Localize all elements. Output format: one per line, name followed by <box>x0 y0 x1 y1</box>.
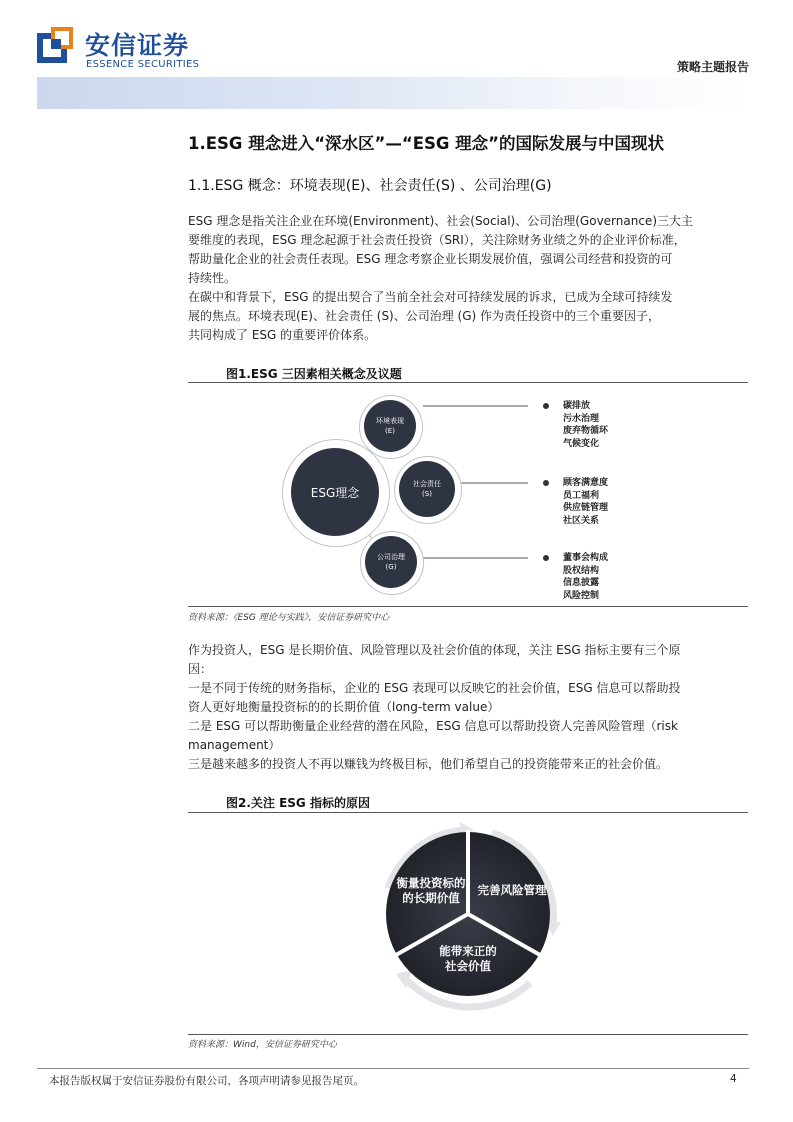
topic-item: 供应链管理 <box>563 503 609 513</box>
segment-risk-management <box>470 883 554 898</box>
node-governance-label: 公司治理 <box>377 553 405 561</box>
node-environment <box>364 400 416 452</box>
figure2-bottom-rule <box>188 1034 748 1035</box>
node-social <box>399 461 455 517</box>
text-line: 共同构成了 ESG 的重要评价体系。 <box>188 328 377 342</box>
topic-item: 气候变化 <box>563 438 600 449</box>
esg-concept-label: ESG理念 <box>310 485 360 500</box>
text-line: 持续性。 <box>188 271 237 285</box>
text-line: management） <box>188 738 281 752</box>
figure1-title: 图1.ESG 三因素相关概念及议题 <box>226 367 402 381</box>
text-line: 二是 ESG 可以帮助衡量企业经营的潜在风险，ESG 信息可以帮助投资人完善风险管理（risk <box>188 719 678 733</box>
topic-item: 废弃物循环 <box>563 426 609 436</box>
topic-item: 股权结构 <box>563 565 600 576</box>
text-line: 帮助量化企业的社会责任表现。ESG 理念考察企业长期发展价值，强调公司经营和投资的可 <box>188 252 673 266</box>
segment-label-line: 的长期价值 <box>402 891 460 905</box>
topic-list-social <box>563 477 608 527</box>
node-governance-code: (G) <box>385 563 397 571</box>
subsection-heading: 1.1.ESG 概念：环境表现(E)、社会责任(S) 、公司治理(G) <box>188 178 552 194</box>
text-line: 三是越来越多的投资人不再以赚钱为终极目标，他们希望自己的投资能带来正的社会价值。 <box>188 757 669 771</box>
text-line: 要维度的表现，ESG 理念起源于社会责任投资（SRI），关注除财务业绩之外的企业评价标准， <box>188 233 686 247</box>
topic-item: 董事会构成 <box>563 553 609 563</box>
topic-list-environment <box>563 400 608 450</box>
figure1-bottom-rule <box>188 606 748 607</box>
text-line: ESG 理念是指关注企业在环境(Environment)、社会(Social)、公司治理(Governance)三大主 <box>188 214 693 228</box>
paragraph-esg-definition <box>188 212 748 345</box>
text-line: 展的焦点。环境表现(E)、社会责任 (S)、公司治理 (G) 作为责任投资中的三个重要因子， <box>188 309 661 323</box>
logo-icon <box>37 27 73 63</box>
text-line: 作为投资人，ESG 是长期价值、风险管理以及社会价值的体现，关注 ESG 指标主要有三个原 <box>188 643 681 657</box>
section-heading: 1.ESG 理念进入“深水区”—“ESG 理念”的国际发展与中国现状 <box>188 134 665 153</box>
segment-label-line: 能带来正的 <box>439 944 497 958</box>
topic-item: 社区关系 <box>563 515 600 526</box>
node-social-label: 社会责任 <box>413 480 441 488</box>
topic-item: 顾客满意度 <box>563 478 609 488</box>
logo-text-cn: 安信证券 <box>85 31 190 60</box>
segment-long-term-value <box>386 876 476 906</box>
segment-label-line: 衡量投资标的 <box>396 876 466 890</box>
figure2-title: 图2.关注 ESG 指标的原因 <box>226 796 370 810</box>
topic-item: 员工福利 <box>563 490 600 501</box>
esg-concept-node <box>291 448 379 536</box>
logo-text-en: ESSENCE SECURITIES <box>86 59 200 70</box>
footer-disclaimer: 本报告版权属于安信证券股份有限公司，各项声明请参见报告尾页。 <box>49 1075 364 1087</box>
topic-item: 碳排放 <box>563 401 591 411</box>
text-line: 资人更好地衡量投资标的的长期价值（long-term value） <box>188 700 500 714</box>
node-social-code: (S) <box>422 490 432 498</box>
figure2-source: 资料来源：Wind，安信证券研究中心 <box>188 1040 337 1050</box>
bullet-dot-e <box>543 403 549 409</box>
bullet-dot-g <box>543 555 549 561</box>
figure1-connectors <box>188 383 748 605</box>
reasons-cycle-diagram <box>368 818 568 1018</box>
text-line: 一是不同于传统的财务指标，企业的 ESG 表现可以反映它的社会价值，ESG 信息可以帮助投 <box>188 681 681 695</box>
topic-item: 信息披露 <box>563 578 600 588</box>
topic-item: 污水治理 <box>563 413 600 424</box>
segment-label-line: 社会价值 <box>445 959 491 973</box>
topic-item: 风险控制 <box>563 590 600 601</box>
page-number: 4 <box>730 1073 737 1085</box>
figure2-top-rule <box>188 812 748 813</box>
node-environment-code: (E) <box>385 427 395 435</box>
segment-social-value <box>423 944 513 974</box>
figure1-source: 资料来源：《ESG 理论与实践》，安信证券研究中心 <box>188 613 390 623</box>
bullet-dot-s <box>543 480 549 486</box>
report-type-label: 策略主题报告 <box>676 60 749 74</box>
node-environment-label: 环境表现 <box>376 417 404 425</box>
text-line: 因： <box>188 662 213 676</box>
header-banner <box>37 77 749 109</box>
node-governance <box>365 536 417 588</box>
paragraph-investor-reasons <box>188 641 748 774</box>
topic-list-governance <box>563 552 608 602</box>
segment-label-line: 完善风险管理 <box>477 883 547 897</box>
text-line: 在碳中和背景下，ESG 的提出契合了当前全社会对可持续发展的诉求，已成为全球可持续发 <box>188 290 673 304</box>
footer-rule <box>37 1068 749 1069</box>
